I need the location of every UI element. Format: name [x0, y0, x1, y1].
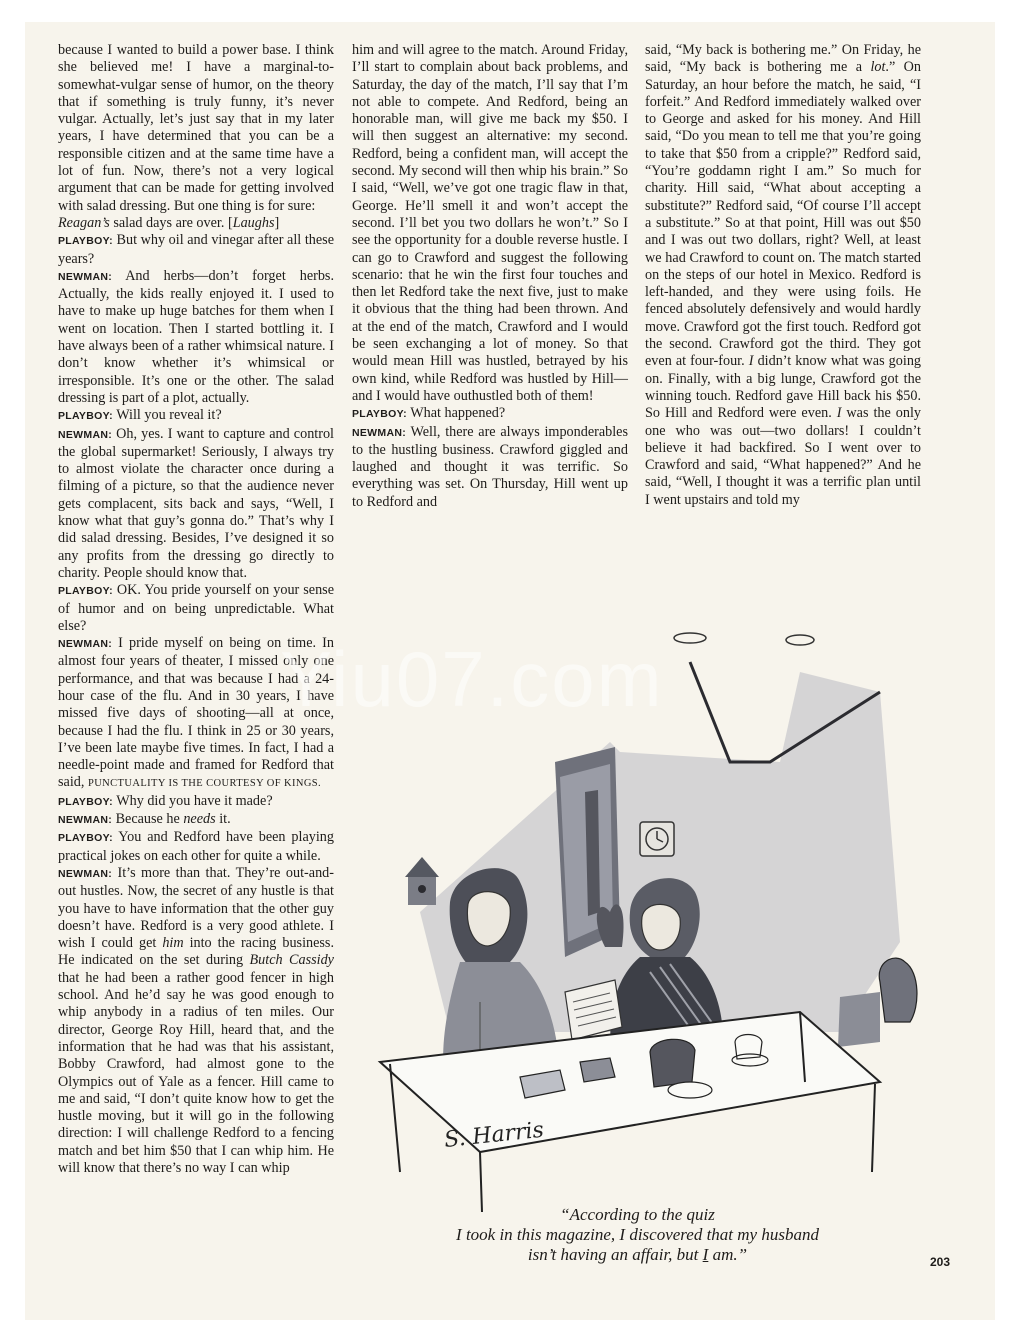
paragraph	[58, 232, 334, 268]
cartoon-illustration	[360, 612, 980, 1212]
caption-line: I took in this magazine, I discovered that my husband	[456, 1225, 819, 1244]
text-column-2	[352, 42, 628, 511]
text: OK. You pride yourself on your sense of humor and on being unpredictable. What else?	[58, 582, 334, 634]
paragraph	[58, 268, 334, 407]
paragraph	[58, 811, 334, 829]
text: Why did you have it made?	[112, 792, 273, 809]
paragraph	[58, 407, 334, 425]
speaker-label: NEWMAN:	[58, 270, 113, 283]
speaker-label: PLAYBOY:	[58, 410, 113, 423]
text: It’s more than that. They’re out-and-out hustles. Now, the secret of any hustle is that you have to have information that the other guy doesn’t have. Redford is a very good athlete. I wish I could get	[58, 864, 334, 952]
italic-text: Butch Cassidy	[249, 952, 334, 969]
caption-line: “According to the quiz	[560, 1205, 715, 1224]
paragraph	[58, 582, 334, 635]
paragraph	[352, 405, 628, 423]
speaker-label: NEWMAN:	[58, 638, 113, 651]
text: salad days are over. [	[109, 214, 233, 231]
paragraph	[352, 424, 628, 511]
text: into the racing business. He indicated on the set during	[58, 935, 334, 969]
text: You and Redford have been playing practical jokes on each other for quite a while.	[58, 829, 334, 864]
speaker-label: NEWMAN:	[58, 867, 113, 880]
caption-line	[365, 1245, 910, 1265]
italic-text: I	[748, 353, 754, 370]
speaker-label: PLAYBOY:	[58, 585, 113, 598]
paragraph	[58, 865, 334, 1177]
text: that he had been a rather good fencer in high school. And he’d say he was good enough to whip anybody in a radius of ten miles. Our director, George Roy Hill, heard that, and the information that he had was that his assistant, Bobby Crawford, had almost gone to the Olympics out of Yale as a fencer. Hill came to me and said, “I don’t quite know how to get the hustle moving, but it will go in the following direction: I will challenge Redford to a fencing match and bet him $50 that I can whip him. He will know that there’s no way I can whip	[58, 969, 334, 1176]
paragraph: him and will agree to the match. Around Friday, I’ll start to complain about back problems, and Saturday, the day of the match, I’ll say that I’m not able to compete. And Redford, being an honorable man, will give me back my $50. I will then suggest an alternative: my second. Redford, being a confident man, will accept the second. My second will then whip his brain.” So I said, “Well, we’ve got one tragic flaw in that, George. He’ll smell it and won’t accept the second. I’ll bet you two dollars he won’t.” So I see the opportunity for a double reverse hustle. I can go to Crawford and suggest the following scenario: that he win the first four touches and then let Redford take the next five, just to make it obvious that the thing had been thrown. And at the end of the match, Crawford and I would be seen exchanging a lot of money. So that would mean Hill was hustled, betrayed by his own kind, while Redford was hustled by Hill—and I would have outhustled both of them!	[352, 42, 628, 404]
cartoon-caption	[365, 1205, 910, 1265]
artist-signature: S. Harris	[443, 1117, 546, 1153]
paragraph	[58, 635, 334, 793]
text: And herbs—don’t forget herbs. Actually, the kids really enjoyed it. I used to have to make up huge batches for them when I went on location. Then I started bottling it. I have always been of a rather whimsical nature. I don’t know whether it’s whimsical or irresponsible. It’s one or the other. The salad dressing is part of a plot, actually.	[58, 267, 334, 406]
italic-text: Reagan’s	[58, 214, 110, 231]
text-column-3	[645, 42, 921, 509]
text: .” On Saturday, an hour before the match, he said, “I forfeit.” And Redford immediately walked over to George and asked for his money. And Hill said, “Do you mean to tell me that you’re going to take that $50 from a cripple?” Redford said, “You’re goddamn right I am.” So much for charity. Hill said, “What about accepting a substitute?” Redford said, “Of course I’ll accept a substitute.” So at that point, Hill was out $50 and I was out two dollars, right? Well, at least we had Crawford to count on. The match started on the steps of our hotel in Mexico. Redford is left-handed, and they were using foils. He fenced absolutely defensively and would hardly move. Crawford got the first touch. Redford got the second. Crawford got the third. They got even at four-four.	[645, 59, 922, 370]
watermark: Yiu07.com	[280, 635, 664, 723]
speaker-label: NEWMAN:	[352, 426, 407, 439]
italic-text: lot	[870, 59, 886, 76]
paragraph: because I wanted to build a power base. I think she believed me! I have a marginal-to-somewhat-vulgar sense of humor, on the theory that if something is truly funny, it’s never vulgar. Actually, let’s just say that in my later years, I have determined that you can be a responsible citizen and at the same time have a lot of fun. Now, there’s not a very logical argument that can be made for getting involved with salad dressing. But one thing is for sure:	[58, 42, 334, 214]
magazine-page	[25, 22, 995, 1320]
text: Will you reveal it?	[112, 407, 222, 424]
paragraph	[645, 42, 921, 509]
speaker-label: NEWMAN:	[58, 814, 113, 827]
small-caps-text: PUNCTUALITY IS THE COURTESY OF KINGS.	[87, 778, 322, 790]
paragraph	[58, 215, 334, 232]
paragraph	[58, 793, 334, 811]
birdhouse-icon	[405, 857, 439, 905]
italic-text: I	[836, 405, 842, 422]
text-column-1	[58, 42, 334, 1177]
text: was the only one who was out—two dollars! I couldn’t believe it had backfired. So I went over to Crawford and said, “What happened?” And he said, “Well, I thought it was a terrific plan until I went upstairs and told my	[645, 405, 921, 508]
text: What happened?	[406, 405, 506, 422]
clock-icon	[640, 822, 674, 856]
italic-text: needs	[183, 811, 216, 828]
text: am.”	[708, 1245, 748, 1264]
speaker-label: PLAYBOY:	[58, 832, 113, 845]
text: But why oil and vinegar after all these years?	[58, 232, 334, 267]
text: Well, there are always imponderables to the hustling business. Crawford giggled and laughed and thought it was terrific. So everything was set. On Thursday, Hill went up to Redford and	[352, 423, 628, 510]
text: Because he	[112, 811, 184, 828]
text: I pride myself on being on time. In almost four years of theater, I missed only one performance, and that was because I had a 24-hour case of the flu. And in 30 years, I have missed five days of shooting—all at once, because I had the flu. I think in 25 or 30 years, I’ve been late maybe five times. In fact, I had a needle-point made and framed for Redford that said,	[58, 635, 334, 791]
text: Oh, yes. I want to capture and control the global supermarket! Seriously, I always try to almost violate the character once during a filming of a picture, so that the audience never gets complacent, sits back and says, “Well, I know what that guy’s gonna do.” That’s why I did salad dressing. Besides, I’ve designed it so any profits from the dressing go directly to charity. People should know that.	[58, 425, 334, 581]
speaker-label: PLAYBOY:	[352, 408, 407, 421]
paragraph	[58, 426, 334, 583]
text: isn’t having an affair, but	[527, 1245, 703, 1264]
page-number: 203	[930, 1255, 951, 1269]
text: ]	[274, 214, 280, 231]
italic-text: him	[162, 935, 184, 952]
paragraph	[58, 829, 334, 865]
speaker-label: PLAYBOY:	[58, 235, 113, 248]
speaker-label: PLAYBOY:	[58, 795, 113, 808]
underlined-text: I	[702, 1245, 709, 1264]
text: didn’t know what was going on. Finally, with a big lunge, Crawford got the winning touch. Redford gave Hill back his $50. So Hill and Redford were even.	[645, 353, 922, 422]
text: said, “My back is bothering me.” On Friday, he said, “My back is bothering me a	[645, 42, 921, 76]
italic-text: Laughs	[232, 214, 275, 231]
speaker-label: NEWMAN:	[58, 428, 113, 441]
text: it.	[215, 811, 231, 828]
